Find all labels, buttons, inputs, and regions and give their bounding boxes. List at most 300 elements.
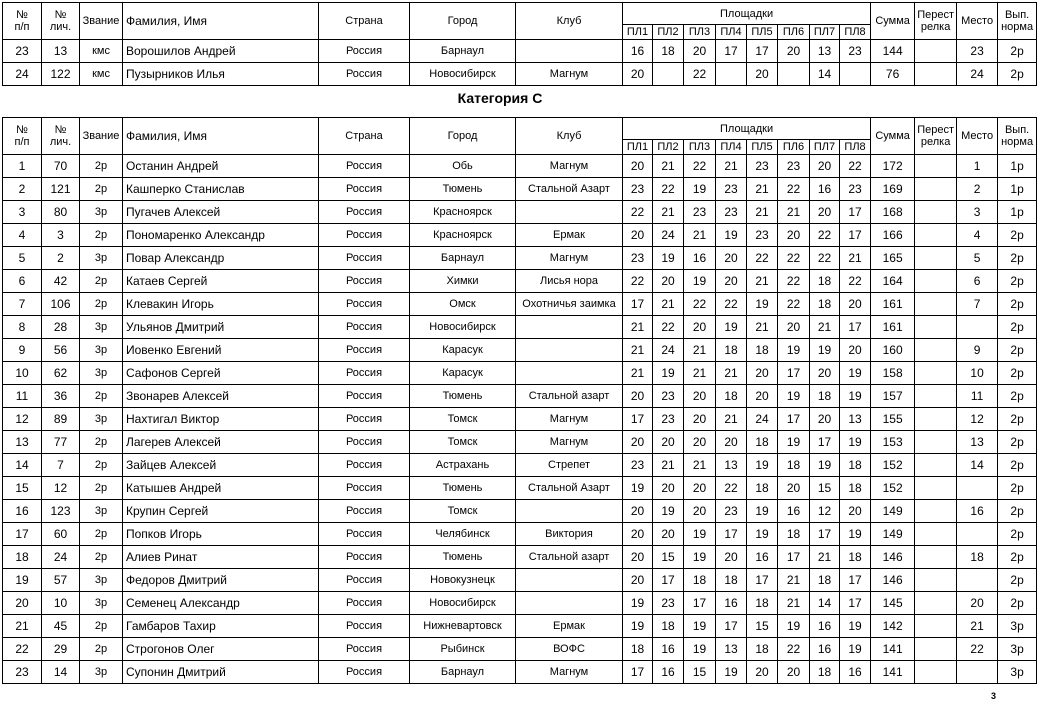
col-areas-header: Площадки (623, 3, 871, 25)
cell-area-1: 22 (623, 201, 653, 224)
cell-area-3: 19 (684, 546, 716, 569)
cell-area-5: 20 (747, 385, 778, 408)
cell-area-5: 21 (747, 201, 778, 224)
cell-club: Ермак (516, 224, 623, 247)
cell-sum: 146 (871, 569, 915, 592)
cell-area-6: 21 (778, 592, 810, 615)
cell-place: 3 (957, 201, 998, 224)
cell-area-5: 18 (747, 339, 778, 362)
cell-area-8: 20 (840, 500, 871, 523)
cell-rank: 2р (80, 477, 123, 500)
cell-city: Барнаул (410, 247, 516, 270)
cell-area-7: 22 (810, 247, 840, 270)
cell-num: 18 (3, 546, 42, 569)
cell-sum: 172 (871, 155, 915, 178)
cell-place (957, 523, 998, 546)
cell-area-1: 17 (623, 408, 653, 431)
cell-country: Россия (319, 247, 410, 270)
cell-num: 21 (3, 615, 42, 638)
cell-area-4: 19 (716, 661, 747, 684)
cell-area-7: 20 (810, 155, 840, 178)
cell-area-6: 22 (778, 270, 810, 293)
col-reshoot-header: Перест релка (915, 3, 957, 40)
cell-area-1: 21 (623, 339, 653, 362)
cell-club (516, 40, 623, 63)
cell-norm: 1р (998, 201, 1037, 224)
cell-name: Останин Андрей (123, 155, 319, 178)
cell-license: 29 (42, 638, 80, 661)
cell-area-4: 20 (716, 270, 747, 293)
cell-norm: 1р (998, 178, 1037, 201)
cell-area-3: 19 (684, 523, 716, 546)
cell-num: 8 (3, 316, 42, 339)
table-row (3, 500, 1037, 523)
cell-area-6: 22 (778, 178, 810, 201)
cell-place: 13 (957, 431, 998, 454)
cell-area-5: 20 (747, 63, 778, 86)
cell-reshoot (915, 224, 957, 247)
table-row (3, 523, 1037, 546)
cell-city: Томск (410, 408, 516, 431)
cell-area-7: 19 (810, 454, 840, 477)
cell-area-7: 18 (810, 385, 840, 408)
cell-area-4: 21 (716, 408, 747, 431)
col-city-header: Город (410, 3, 516, 40)
col-country-header: Страна (319, 118, 410, 155)
cell-rank: 2р (80, 431, 123, 454)
cell-country: Россия (319, 224, 410, 247)
cell-reshoot (915, 454, 957, 477)
cell-area-8: 16 (840, 661, 871, 684)
cell-area-3: 19 (684, 615, 716, 638)
cell-norm: 2р (998, 408, 1037, 431)
cell-area-2: 16 (653, 661, 684, 684)
table-row (3, 316, 1037, 339)
cell-area-2 (653, 63, 684, 86)
cell-city: Рыбинск (410, 638, 516, 661)
cell-area-5: 18 (747, 477, 778, 500)
cell-area-6: 18 (778, 454, 810, 477)
cell-rank: 2р (80, 155, 123, 178)
cell-area-5: 21 (747, 270, 778, 293)
cell-rank: 3р (80, 408, 123, 431)
cell-place: 5 (957, 247, 998, 270)
col-place-header: Место (957, 3, 998, 40)
cell-country: Россия (319, 385, 410, 408)
cell-place: 9 (957, 339, 998, 362)
cell-reshoot (915, 316, 957, 339)
cell-city: Химки (410, 270, 516, 293)
cell-city: Томск (410, 431, 516, 454)
cell-area-5: 19 (747, 523, 778, 546)
page-number: 3 (990, 691, 996, 701)
cell-license: 62 (42, 362, 80, 385)
cell-reshoot (915, 408, 957, 431)
cell-area-7: 20 (810, 362, 840, 385)
table-row (3, 224, 1037, 247)
cell-area-3: 20 (684, 40, 716, 63)
cell-area-5: 18 (747, 638, 778, 661)
table-row (3, 270, 1037, 293)
cell-club: Стальной азарт (516, 546, 623, 569)
cell-area-5: 18 (747, 592, 778, 615)
cell-area-8: 17 (840, 316, 871, 339)
col-area-4-header: ПЛ4 (716, 140, 747, 155)
cell-num: 7 (3, 293, 42, 316)
cell-name: Иовенко Евгений (123, 339, 319, 362)
cell-license: 122 (42, 63, 80, 86)
cell-area-1: 19 (623, 615, 653, 638)
cell-license: 60 (42, 523, 80, 546)
cell-area-7: 16 (810, 638, 840, 661)
cell-area-1: 19 (623, 477, 653, 500)
cell-area-5: 24 (747, 408, 778, 431)
cell-country: Россия (319, 155, 410, 178)
cell-club (516, 500, 623, 523)
cell-license: 89 (42, 408, 80, 431)
cell-area-2: 24 (653, 339, 684, 362)
cell-area-2: 17 (653, 569, 684, 592)
cell-club: ВОФС (516, 638, 623, 661)
table-row (3, 247, 1037, 270)
cell-place: 11 (957, 385, 998, 408)
cell-area-1: 21 (623, 362, 653, 385)
cell-area-2: 16 (653, 638, 684, 661)
cell-country: Россия (319, 546, 410, 569)
cell-country: Россия (319, 523, 410, 546)
col-area-6-header: ПЛ6 (778, 140, 810, 155)
cell-area-1: 20 (623, 155, 653, 178)
cell-area-1: 20 (623, 569, 653, 592)
col-city-header: Город (410, 118, 516, 155)
cell-city: Томск (410, 500, 516, 523)
cell-area-5: 21 (747, 316, 778, 339)
cell-area-5: 20 (747, 362, 778, 385)
cell-name: Клевакин Игорь (123, 293, 319, 316)
cell-area-4: 17 (716, 40, 747, 63)
cell-area-7: 22 (810, 224, 840, 247)
cell-area-8: 20 (840, 293, 871, 316)
cell-norm: 2р (998, 431, 1037, 454)
cell-area-7: 14 (810, 592, 840, 615)
cell-area-8: 18 (840, 546, 871, 569)
cell-area-4: 20 (716, 247, 747, 270)
cell-city: Нижневартовск (410, 615, 516, 638)
cell-sum: 141 (871, 638, 915, 661)
cell-area-3: 21 (684, 224, 716, 247)
cell-num: 17 (3, 523, 42, 546)
col-license-header: № лич. (42, 118, 80, 155)
cell-area-8: 19 (840, 362, 871, 385)
cell-area-6: 16 (778, 500, 810, 523)
cell-reshoot (915, 63, 957, 86)
cell-norm: 2р (998, 316, 1037, 339)
cell-club: Магнум (516, 431, 623, 454)
cell-area-4: 13 (716, 638, 747, 661)
cell-area-2: 19 (653, 247, 684, 270)
table-row (3, 40, 1037, 63)
cell-sum: 158 (871, 362, 915, 385)
cell-place (957, 569, 998, 592)
cell-country: Россия (319, 201, 410, 224)
cell-sum: 152 (871, 477, 915, 500)
cell-rank: 2р (80, 385, 123, 408)
cell-area-2: 22 (653, 316, 684, 339)
cell-area-2: 19 (653, 500, 684, 523)
cell-license: 10 (42, 592, 80, 615)
cell-reshoot (915, 40, 957, 63)
cell-num: 20 (3, 592, 42, 615)
cell-area-1: 19 (623, 592, 653, 615)
cell-area-6: 21 (778, 201, 810, 224)
cell-area-4: 21 (716, 362, 747, 385)
cell-area-7: 17 (810, 523, 840, 546)
cell-city: Барнаул (410, 40, 516, 63)
cell-club (516, 316, 623, 339)
cell-name: Катышев Андрей (123, 477, 319, 500)
cell-license: 121 (42, 178, 80, 201)
col-area-3-header: ПЛ3 (684, 140, 716, 155)
col-license-header: № лич. (42, 3, 80, 40)
cell-rank: 2р (80, 523, 123, 546)
cell-rank: 2р (80, 270, 123, 293)
cell-sum: 161 (871, 316, 915, 339)
cell-reshoot (915, 362, 957, 385)
cell-license: 36 (42, 385, 80, 408)
cell-license: 24 (42, 546, 80, 569)
cell-city: Тюмень (410, 178, 516, 201)
cell-club: Магнум (516, 247, 623, 270)
cell-place: 4 (957, 224, 998, 247)
cell-area-7: 18 (810, 293, 840, 316)
cell-reshoot (915, 385, 957, 408)
cell-license: 77 (42, 431, 80, 454)
cell-sum: 160 (871, 339, 915, 362)
cell-license: 3 (42, 224, 80, 247)
cell-area-3: 19 (684, 178, 716, 201)
cell-rank: 2р (80, 224, 123, 247)
cell-area-3: 21 (684, 339, 716, 362)
cell-name: Федоров Дмитрий (123, 569, 319, 592)
cell-place (957, 661, 998, 684)
cell-area-5: 19 (747, 500, 778, 523)
cell-area-8: 23 (840, 178, 871, 201)
cell-area-8 (840, 63, 871, 86)
cell-name: Сафонов Сергей (123, 362, 319, 385)
col-area-8-header: ПЛ8 (840, 140, 871, 155)
cell-area-4: 23 (716, 178, 747, 201)
cell-area-3: 23 (684, 201, 716, 224)
col-area-7-header: ПЛ7 (810, 140, 840, 155)
cell-area-5: 16 (747, 546, 778, 569)
cell-num: 2 (3, 178, 42, 201)
cell-area-4: 17 (716, 615, 747, 638)
cell-city: Карасук (410, 339, 516, 362)
cell-club: Стрепет (516, 454, 623, 477)
cell-area-6: 20 (778, 40, 810, 63)
cell-place: 20 (957, 592, 998, 615)
table-header (3, 118, 1037, 155)
cell-area-2: 24 (653, 224, 684, 247)
cell-norm: 2р (998, 270, 1037, 293)
cell-area-5: 21 (747, 178, 778, 201)
cell-place (957, 316, 998, 339)
cell-club: Стальной Азарт (516, 477, 623, 500)
cell-area-4: 18 (716, 385, 747, 408)
cell-area-1: 16 (623, 40, 653, 63)
cell-area-2: 21 (653, 155, 684, 178)
cell-area-2: 22 (653, 178, 684, 201)
cell-area-7: 21 (810, 316, 840, 339)
col-club-header: Клуб (516, 3, 623, 40)
cell-area-1: 22 (623, 270, 653, 293)
cell-club (516, 592, 623, 615)
col-area-3-header: ПЛ3 (684, 25, 716, 40)
cell-club (516, 362, 623, 385)
cell-rank: 3р (80, 500, 123, 523)
cell-area-1: 23 (623, 178, 653, 201)
table-row (3, 201, 1037, 224)
cell-num: 9 (3, 339, 42, 362)
cell-country: Россия (319, 454, 410, 477)
cell-area-2: 15 (653, 546, 684, 569)
cell-reshoot (915, 523, 957, 546)
cell-area-8: 19 (840, 431, 871, 454)
cell-norm: 2р (998, 385, 1037, 408)
cell-area-5: 23 (747, 224, 778, 247)
cell-name: Пугачев Алексей (123, 201, 319, 224)
cell-area-2: 23 (653, 592, 684, 615)
cell-area-3: 19 (684, 270, 716, 293)
cell-area-6: 17 (778, 408, 810, 431)
cell-rank: 3р (80, 569, 123, 592)
cell-country: Россия (319, 661, 410, 684)
cell-area-7: 15 (810, 477, 840, 500)
cell-club: Виктория (516, 523, 623, 546)
col-norm-header: Вып. норма (998, 3, 1037, 40)
col-area-6-header: ПЛ6 (778, 25, 810, 40)
cell-area-1: 23 (623, 247, 653, 270)
cell-name: Супонин Дмитрий (123, 661, 319, 684)
cell-area-3: 21 (684, 454, 716, 477)
table-row (3, 385, 1037, 408)
col-name-header: Фамилия, Имя (123, 3, 319, 40)
cell-area-1: 23 (623, 454, 653, 477)
cell-area-8: 17 (840, 569, 871, 592)
cell-name: Повар Александр (123, 247, 319, 270)
table-row (3, 339, 1037, 362)
cell-area-3: 15 (684, 661, 716, 684)
cell-area-8: 19 (840, 615, 871, 638)
cell-area-6 (778, 63, 810, 86)
cell-city: Красноярск (410, 201, 516, 224)
cell-license: 2 (42, 247, 80, 270)
cell-norm: 2р (998, 454, 1037, 477)
cell-area-6: 18 (778, 523, 810, 546)
col-reshoot-header: Перест релка (915, 118, 957, 155)
table-row (3, 293, 1037, 316)
cell-area-4: 18 (716, 569, 747, 592)
cell-city: Новосибирск (410, 592, 516, 615)
cell-area-3: 16 (684, 247, 716, 270)
cell-sum: 157 (871, 385, 915, 408)
cell-area-7: 18 (810, 569, 840, 592)
cell-area-8: 18 (840, 477, 871, 500)
cell-area-4: 17 (716, 523, 747, 546)
cell-area-4: 22 (716, 477, 747, 500)
cell-place: 2 (957, 178, 998, 201)
cell-area-3: 20 (684, 385, 716, 408)
table-row (3, 431, 1037, 454)
cell-reshoot (915, 661, 957, 684)
col-rank-header: Звание (80, 118, 123, 155)
cell-license: 13 (42, 40, 80, 63)
cell-area-4: 19 (716, 316, 747, 339)
cell-area-8: 17 (840, 592, 871, 615)
cell-sum: 149 (871, 523, 915, 546)
col-rank-header: Звание (80, 3, 123, 40)
cell-license: 106 (42, 293, 80, 316)
cell-name: Звонарев Алексей (123, 385, 319, 408)
cell-place (957, 477, 998, 500)
cell-num: 6 (3, 270, 42, 293)
cell-norm: 3р (998, 615, 1037, 638)
cell-area-7: 18 (810, 270, 840, 293)
cell-area-1: 20 (623, 500, 653, 523)
cell-area-6: 17 (778, 362, 810, 385)
cell-city: Карасук (410, 362, 516, 385)
cell-club (516, 569, 623, 592)
cell-reshoot (915, 431, 957, 454)
cell-area-1: 17 (623, 293, 653, 316)
table-row (3, 362, 1037, 385)
cell-norm: 2р (998, 477, 1037, 500)
cell-place: 7 (957, 293, 998, 316)
cell-license: 7 (42, 454, 80, 477)
cell-num: 11 (3, 385, 42, 408)
cell-rank: 3р (80, 661, 123, 684)
col-area-7-header: ПЛ7 (810, 25, 840, 40)
cell-area-7: 14 (810, 63, 840, 86)
cell-place: 24 (957, 63, 998, 86)
cell-area-4: 13 (716, 454, 747, 477)
cell-city: Челябинск (410, 523, 516, 546)
cell-num: 16 (3, 500, 42, 523)
cell-reshoot (915, 615, 957, 638)
cell-area-5: 20 (747, 661, 778, 684)
cell-country: Россия (319, 615, 410, 638)
cell-area-4: 18 (716, 339, 747, 362)
cell-area-3: 20 (684, 477, 716, 500)
cell-area-6: 19 (778, 431, 810, 454)
cell-area-6: 19 (778, 339, 810, 362)
cell-name: Пузырников Илья (123, 63, 319, 86)
category-title: Категория С (457, 90, 543, 106)
cell-area-6: 19 (778, 385, 810, 408)
cell-area-8: 19 (840, 638, 871, 661)
cell-area-1: 20 (623, 385, 653, 408)
cell-rank: 2р (80, 546, 123, 569)
col-country-header: Страна (319, 3, 410, 40)
cell-rank: 2р (80, 178, 123, 201)
cell-num: 14 (3, 454, 42, 477)
cell-sum: 169 (871, 178, 915, 201)
cell-city: Красноярск (410, 224, 516, 247)
cell-license: 42 (42, 270, 80, 293)
table-row (3, 155, 1037, 178)
table-row (3, 569, 1037, 592)
table-row (3, 638, 1037, 661)
